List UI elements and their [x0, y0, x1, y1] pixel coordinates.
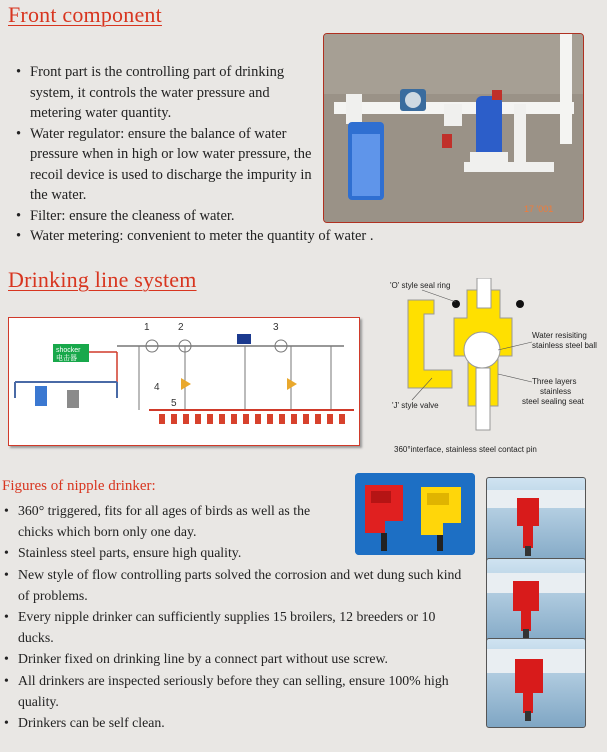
nipple-on-pipe-thumbnail — [486, 558, 586, 648]
nipple-bullet: • New style of flow controlling parts solved the corrosion and wet dung such kind of problems. — [2, 564, 472, 606]
diagram-number: 4 — [154, 382, 160, 393]
diagram-number: 5 — [171, 398, 177, 409]
svg-text:stainless steel ball: stainless steel ball — [532, 341, 597, 350]
diagram-number: 2 — [178, 322, 184, 333]
drinking-line-heading: Drinking line system — [8, 267, 197, 292]
diagram-number: 3 — [273, 322, 279, 333]
diagram-number: 1 — [144, 322, 150, 333]
seat-label: Three layers — [532, 377, 577, 386]
nipple-drinker-photo — [355, 473, 475, 555]
svg-text:stainless: stainless — [540, 387, 572, 396]
nipple-bullet: • 360° triggered, fits for all ages of birds as well as the chicks which born only one day. — [2, 500, 328, 542]
shocker-cn-label: 电击器 — [56, 354, 77, 362]
drinking-line-diagram — [8, 317, 360, 446]
pin-label: 360°interface, stainless steel contact pin — [394, 445, 537, 454]
nipple-bullet: • Every nipple drinker can sufficiently supplies 15 broilers, 12 breeders or 10 ducks. — [2, 606, 472, 648]
nipple-on-pipe-thumbnail — [486, 477, 586, 567]
nipple-bullet: • Drinker fixed on drinking line by a connect part without use screw. — [2, 648, 472, 669]
front-bullet: • Front part is the controlling part of drinking system, it controls the water pressure and metering water quantity. — [14, 62, 314, 124]
nipple-on-pipe-thumbnail — [486, 638, 586, 728]
front-bullet: • Water metering: convenient to meter the quantity of water . — [14, 226, 500, 247]
photo-date-stamp: 17 '001 — [524, 204, 554, 214]
valve-cross-section — [372, 278, 607, 460]
nipple-drinker-heading: Figures of nipple drinker: — [2, 478, 156, 494]
nipple-bullet: • Stainless steel parts, ensure high quality. — [2, 542, 472, 563]
front-bullet: • Filter: ensure the cleaness of water. — [14, 206, 314, 227]
nipple-bullet: • All drinkers are inspected seriously before they can selling, ensure 100% high quality. — [2, 670, 472, 712]
j-valve-label: 'J' style valve — [392, 401, 439, 410]
ball-label: Water resisiting — [532, 331, 587, 340]
nipple-bullet: • Drinkers can be self clean. — [2, 712, 472, 733]
shocker-label: shocker — [56, 347, 81, 354]
front-component-photo — [323, 33, 584, 223]
front-component-list — [14, 62, 374, 247]
front-component-heading: Front component — [8, 2, 162, 27]
svg-text:steel sealing seat: steel sealing seat — [522, 397, 584, 406]
front-bullet: • Water regulator: ensure the balance of water pressure when in high or low water pressure, the recoil device is used to discharge the impurity in the water. — [14, 124, 314, 206]
o-ring-label: 'O' style seal ring — [390, 281, 451, 290]
